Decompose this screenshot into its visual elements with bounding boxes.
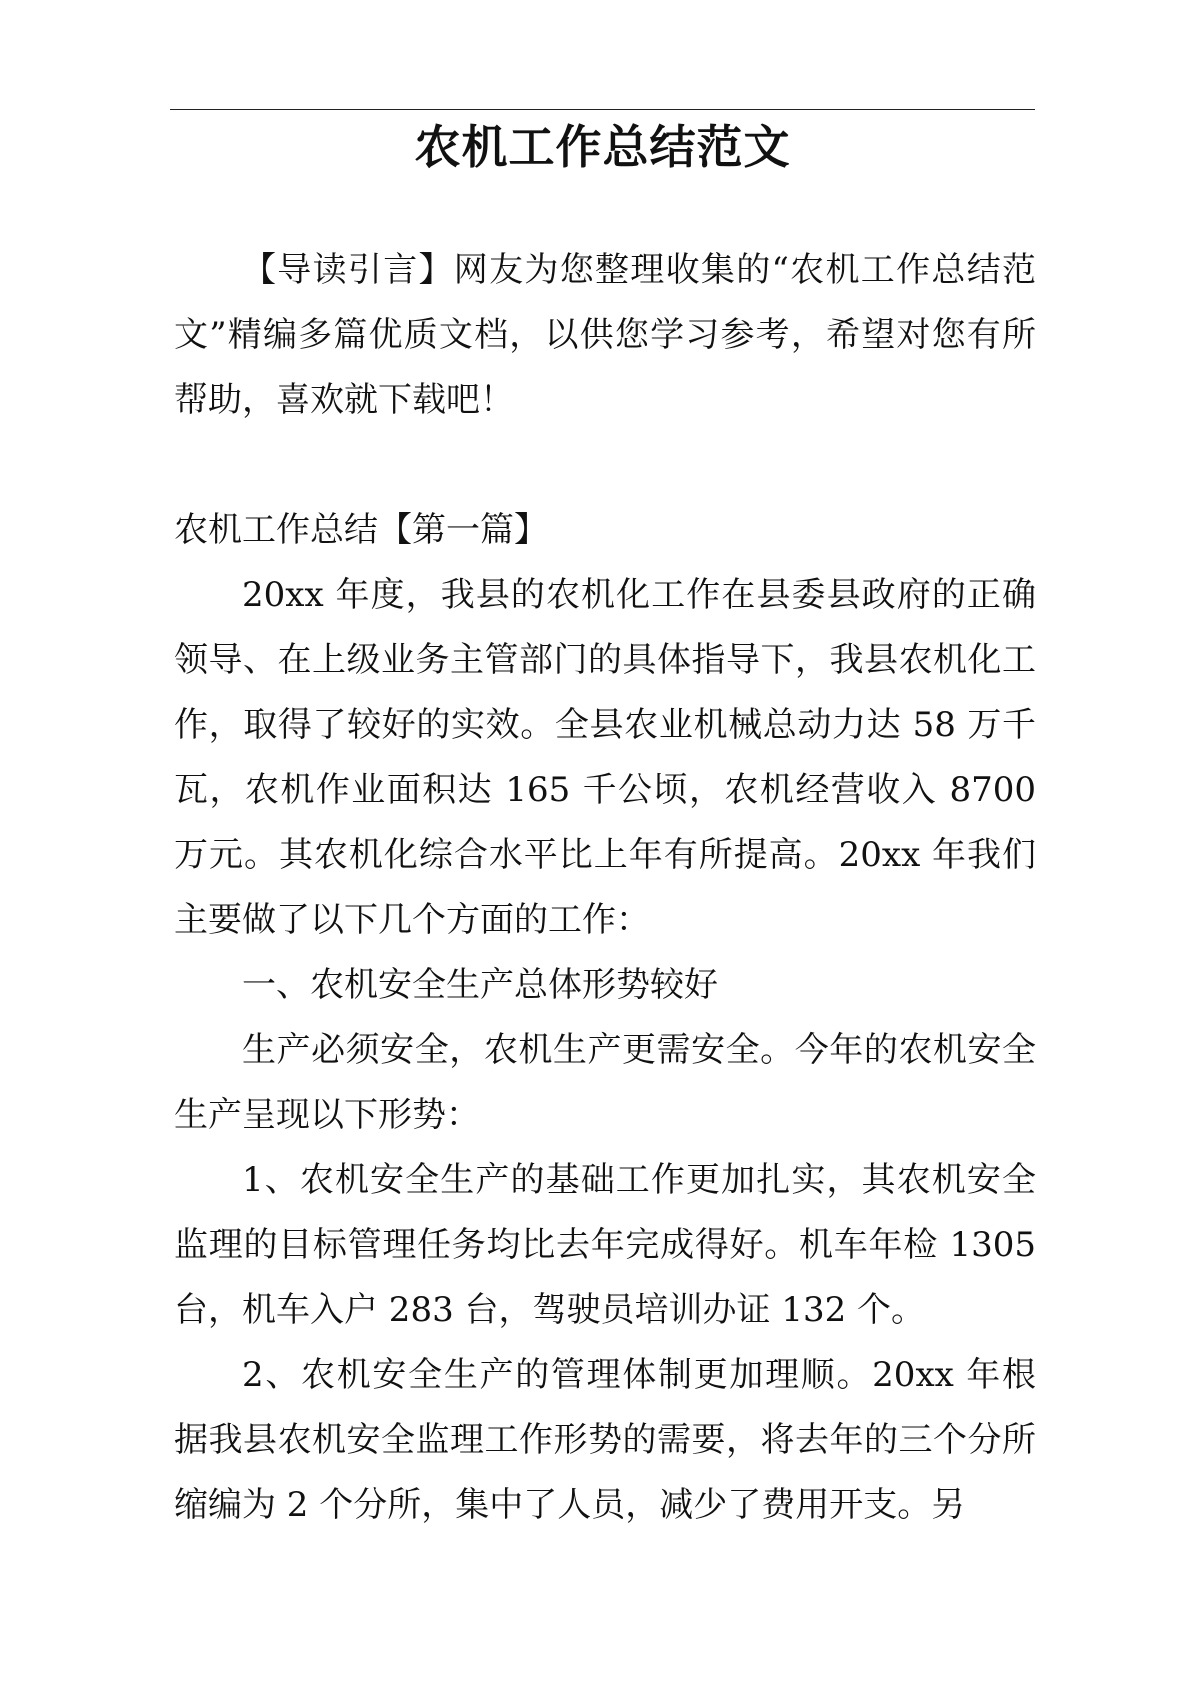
section-heading: 农机工作总结【第一篇】 bbox=[174, 510, 548, 550]
body-paragraph-5: 2、农机安全生产的管理体制更加理顺。20xx 年根据我县农机安全监理工作形势的需要，将去年的三个分所缩编为 2 个分所，集中了人员，减少了费用开支。另 bbox=[174, 1355, 1036, 1525]
document-body bbox=[174, 238, 1036, 1538]
body-paragraph-2: 一、农机安全生产总体形势较好 bbox=[242, 965, 718, 1005]
body-paragraph-4: 1、农机安全生产的基础工作更加扎实，其农机安全监理的目标管理任务均比去年完成得好。机车年检 1305 台，机车入户 283 台，驾驶员培训办证 132 个。 bbox=[174, 1160, 1036, 1330]
intro-paragraph: 【导读引言】网友为您整理收集的“农机工作总结范文”精编多篇优质文档，以供您学习参考，希望对您有所帮助，喜欢就下载吧！ bbox=[174, 250, 1036, 420]
body-paragraph-3: 生产必须安全，农机生产更需安全。今年的农机安全生产呈现以下形势： bbox=[174, 1030, 1036, 1135]
document-title: 农机工作总结范文 bbox=[414, 120, 791, 174]
body-paragraph-1: 20xx 年度，我县的农机化工作在县委县政府的正确领导、在上级业务主管部门的具体指导下，我县农机化工作，取得了较好的实效。全县农业机械总动力达 58 万千瓦，农机作业面积达 165 千公顷，农机经营收入 8700 万元。其农机化综合水平比上年有所提高。20xx 年我们主要做了以下几个方面的工作： bbox=[174, 575, 1036, 940]
header-rule bbox=[170, 109, 1035, 110]
